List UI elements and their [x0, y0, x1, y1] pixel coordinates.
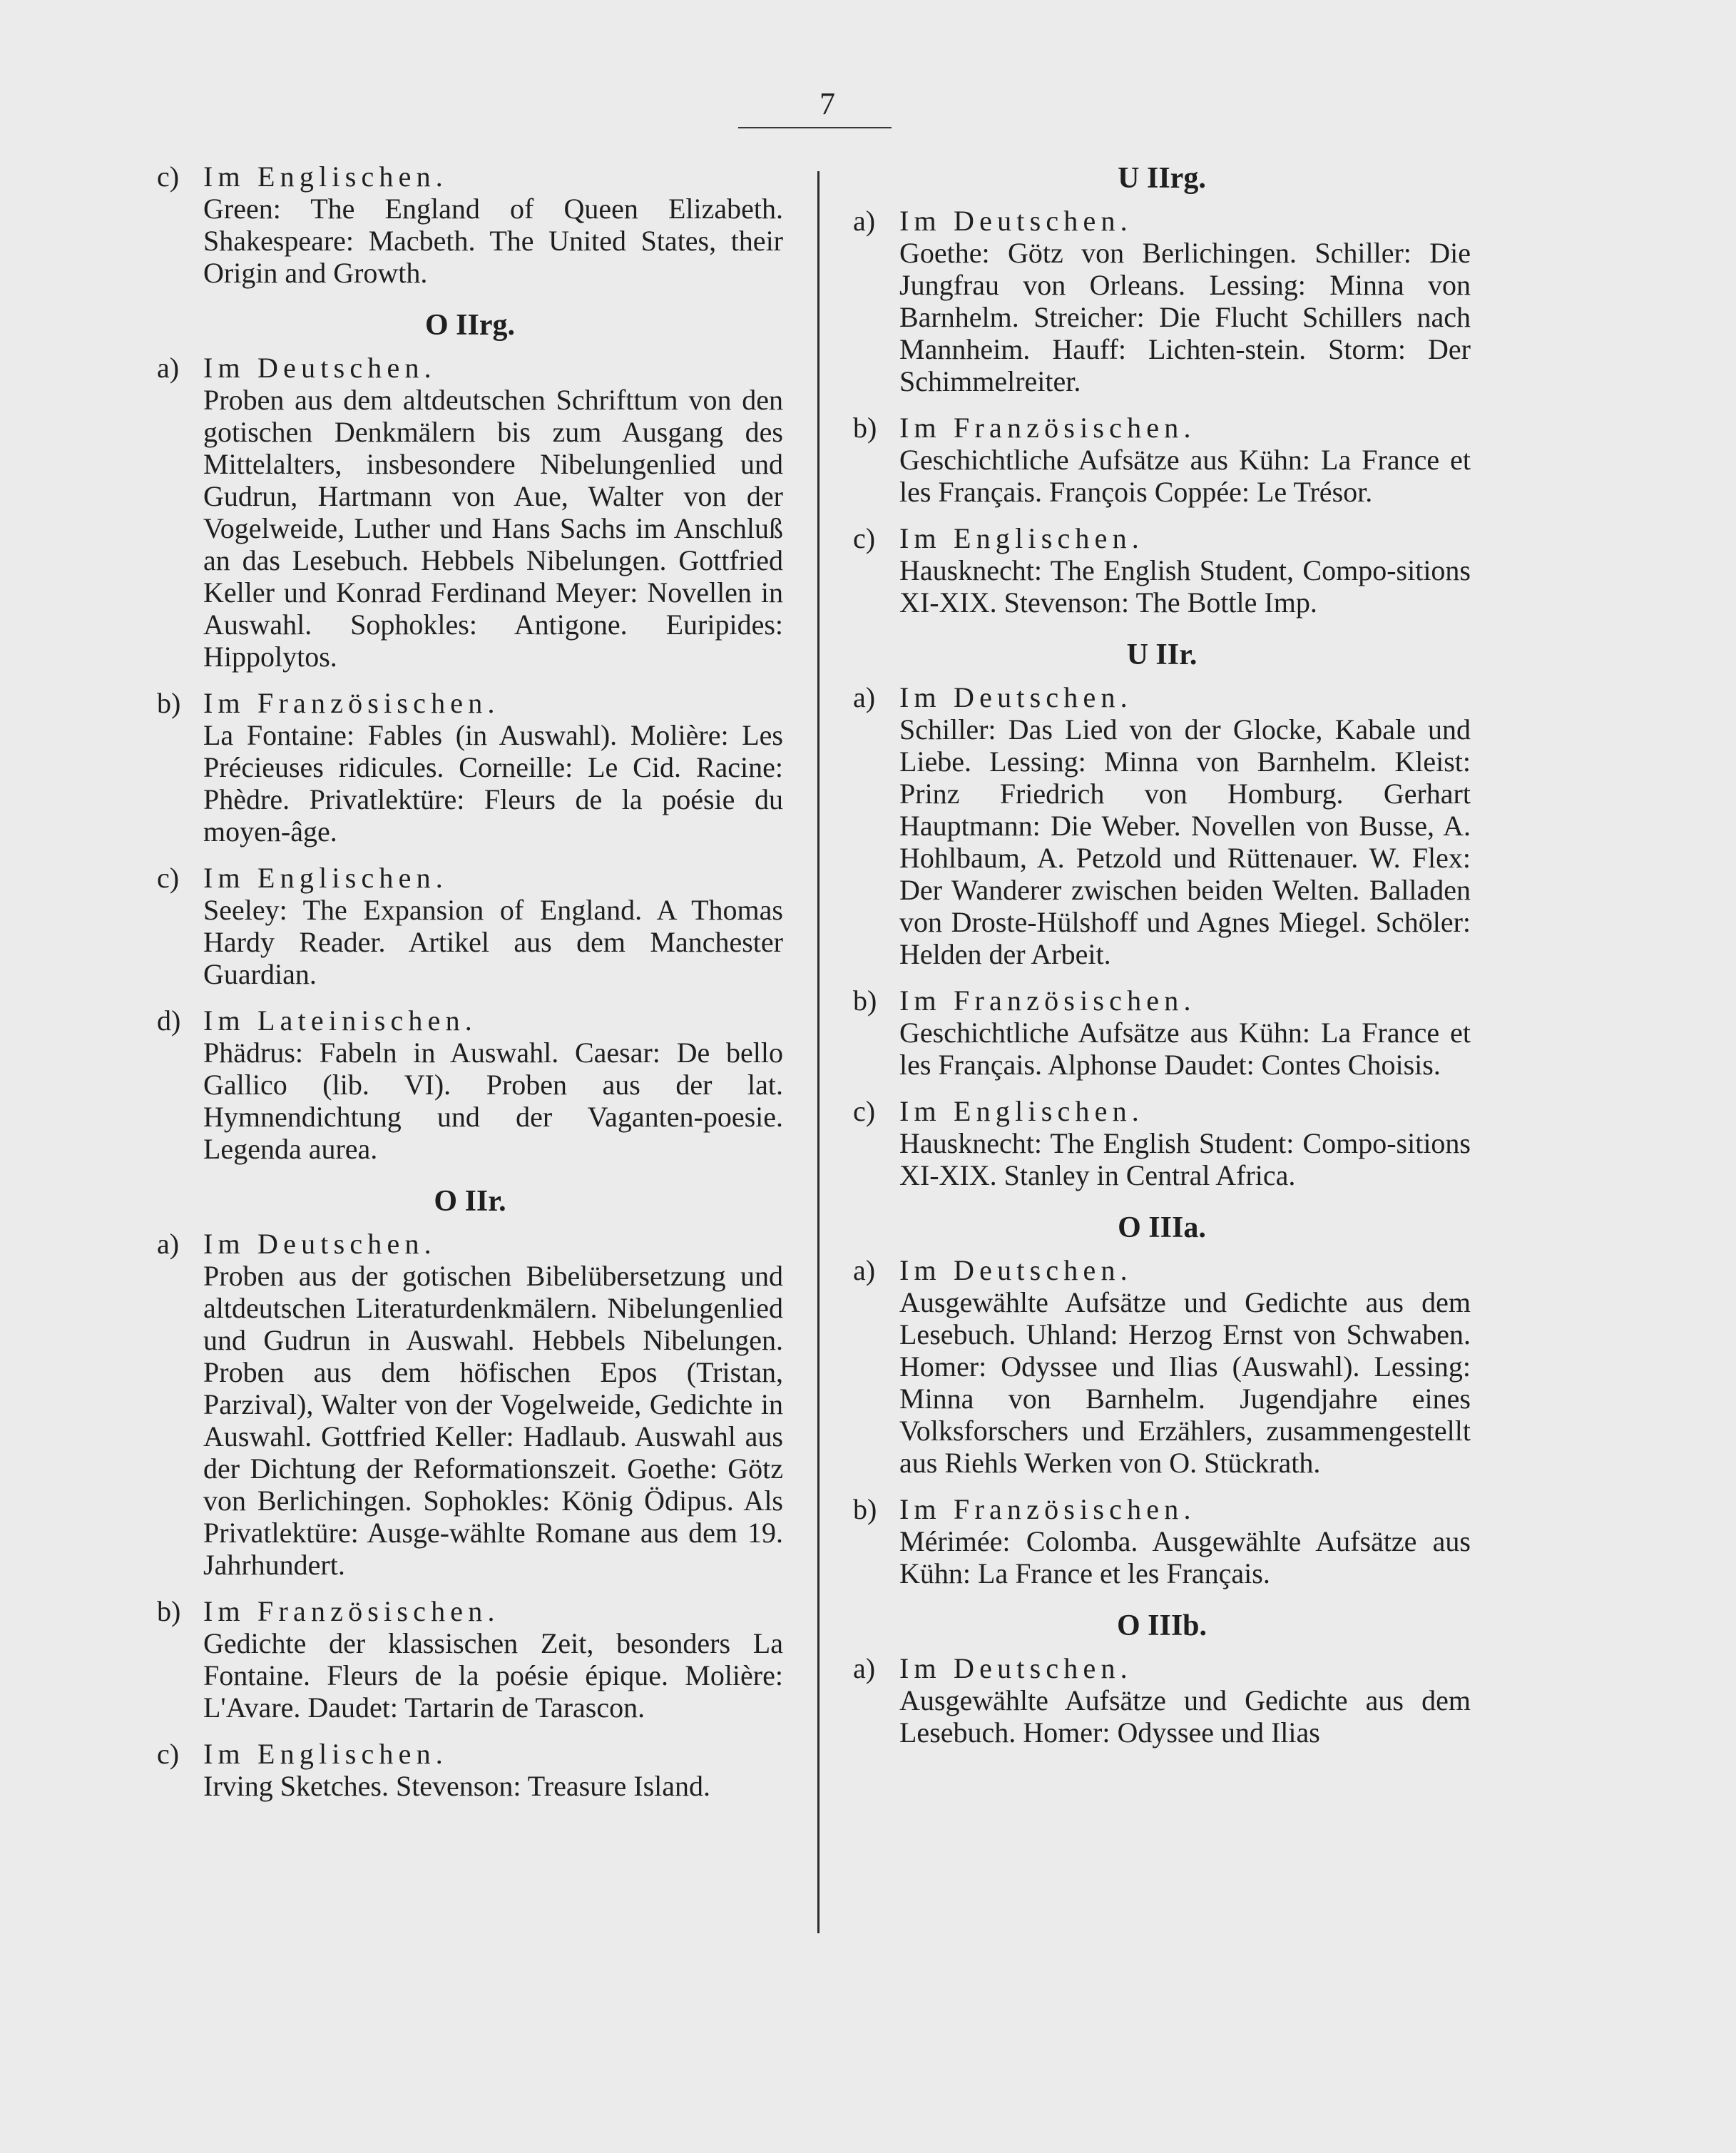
entry-text: Hausknecht: The English Student: Compo-sitions XI-XIX. Stanley in Central Africa. — [899, 1127, 1471, 1191]
entry-text: Proben aus der gotischen Bibelübersetzung und altdeutschen Literaturdenkmälern. Nibelungenlied und Gudrun in Auswahl. Hebbels Nibelungen. Proben aus dem höfischen Epos (Tristan, Parzival), Walter von der Vogelweide, Gedichte in Auswahl. Gottfried Keller: Hadlaub. Auswahl aus der Dichtung der Reformationszeit. Goethe: Götz von Berlichingen. Sophokles: König Ödipus. Als Privatlektüre: Ausge-wählte Romane aus dem 19. Jahrhundert. — [203, 1260, 783, 1581]
entry-marker: c) — [853, 1095, 876, 1127]
entry-language: Im Deutschen. — [203, 1228, 436, 1260]
entry-text: Phädrus: Fabeln in Auswahl. Caesar: De bello Gallico (lib. VI). Proben aus der lat. Hymnendichtung und der Vaganten-poesie. Legenda aurea. — [203, 1037, 783, 1165]
reading-entry — [157, 862, 783, 990]
entry-marker: d) — [157, 1004, 181, 1037]
entry-marker: a) — [157, 1228, 180, 1260]
right-column — [853, 161, 1471, 1763]
left-column — [157, 161, 783, 1816]
entry-language: Im Englischen. — [203, 161, 448, 193]
reading-entry — [157, 1595, 783, 1724]
entry-text: Green: The England of Queen Elizabeth. Shakespeare: Macbeth. The United States, their Origin and Growth. — [203, 193, 783, 289]
reading-entry — [853, 984, 1471, 1081]
reading-entry — [853, 205, 1471, 397]
section-heading: O IIIa. — [1118, 1211, 1206, 1244]
entry-marker: b) — [853, 412, 877, 444]
entry-language: Im Deutschen. — [899, 681, 1133, 713]
entry-text: La Fontaine: Fables (in Auswahl). Molière: Les Précieuses ridicules. Corneille: Le Cid. Racine: Phèdre. Privatlektüre: Fleurs de la poésie du moyen-âge. — [203, 719, 783, 848]
reading-entry — [157, 687, 783, 848]
page-number-rule — [738, 127, 892, 128]
entry-marker: a) — [853, 205, 876, 237]
section-heading: U IIr. — [1126, 638, 1198, 671]
section-heading: U IIrg. — [1118, 162, 1206, 195]
reading-entry — [157, 1004, 783, 1165]
entry-language: Im Französischen. — [899, 984, 1196, 1017]
entry-text: Geschichtliche Aufsätze aus Kühn: La France et les Français. François Coppée: Le Trésor. — [899, 444, 1471, 508]
entry-text: Gedichte der klassischen Zeit, besonders La Fontaine. Fleurs de la poésie épique. Molière: L'Avare. Daudet: Tartarin de Tarascon. — [203, 1627, 783, 1724]
entry-language: Im Englischen. — [203, 1738, 448, 1770]
entry-marker: a) — [157, 352, 180, 384]
section-heading: O IIIb. — [1116, 1609, 1207, 1642]
entry-marker: c) — [157, 1738, 180, 1770]
entry-language: Im Deutschen. — [899, 1254, 1133, 1286]
reading-entry — [853, 681, 1471, 970]
entry-language: Im Französischen. — [203, 687, 500, 719]
entry-text: Schiller: Das Lied von der Glocke, Kabale und Liebe. Lessing: Minna von Barnhelm. Kleist: Prinz Friedrich von Homburg. Gerhart Hauptmann: Die Weber. Novellen von Busse, A. Hohlbaum, A. Petzold und Rüttenauer. W. Flex: Der Wanderer zwischen beiden Welten. Balladen von Droste-Hülshoff und Agnes Miegel. Schöler: Helden der Arbeit. — [899, 713, 1471, 970]
entry-language: Im Englischen. — [899, 522, 1144, 554]
entry-marker: c) — [157, 161, 180, 193]
reading-entry — [157, 1228, 783, 1581]
entry-marker: a) — [853, 681, 876, 713]
entry-language: Im Französischen. — [899, 412, 1196, 444]
reading-entry — [853, 522, 1471, 619]
entry-marker: b) — [157, 687, 181, 719]
reading-entry — [157, 1738, 783, 1802]
entry-text: Ausgewählte Aufsätze und Gedichte aus dem Lesebuch. Homer: Odyssee und Ilias — [899, 1684, 1471, 1749]
reading-entry — [853, 1493, 1471, 1589]
entry-text: Irving Sketches. Stevenson: Treasure Island. — [203, 1770, 711, 1802]
entry-text: Mérimée: Colomba. Ausgewählte Aufsätze aus Kühn: La France et les Français. — [899, 1525, 1471, 1589]
section-heading: O IIrg. — [425, 309, 515, 342]
entry-text: Seeley: The Expansion of England. A Thomas Hardy Reader. Artikel aus dem Manchester Guardian. — [203, 894, 783, 990]
reading-entry — [853, 1652, 1471, 1749]
reading-entry — [157, 352, 783, 673]
reading-entry — [853, 1095, 1471, 1191]
column-divider — [817, 171, 820, 1933]
entry-marker: a) — [853, 1652, 876, 1684]
entry-text: Proben aus dem altdeutschen Schrifttum von den gotischen Denkmälern bis zum Ausgang des Mittelalters, insbesondere Nibelungenlied und Gudrun, Hartmann von Aue, Walter von der Vogelweide, Luther und Hans Sachs im Anschluß an das Lesebuch. Hebbels Nibelungen. Gottfried Keller und Konrad Ferdinand Meyer: Novellen in Auswahl. Sophokles: Antigone. Euripides: Hippolytos. — [203, 384, 783, 673]
entry-language: Im Lateinischen. — [203, 1004, 477, 1037]
entry-language: Im Englischen. — [899, 1095, 1144, 1127]
entry-language: Im Deutschen. — [203, 352, 436, 384]
reading-entry — [157, 161, 783, 289]
entry-language: Im Deutschen. — [899, 205, 1133, 237]
entry-language: Im Deutschen. — [899, 1652, 1133, 1684]
entry-marker: b) — [157, 1595, 181, 1627]
entry-marker: a) — [853, 1254, 876, 1286]
entry-text: Goethe: Götz von Berlichingen. Schiller: Die Jungfrau von Orleans. Lessing: Minna von Barnhelm. Streicher: Die Flucht Schillers nach Mannheim. Hauff: Lichten-stein. Storm: Der Schimmelreiter. — [899, 237, 1471, 397]
page-number: 7 — [820, 86, 835, 121]
reading-entry — [853, 412, 1471, 508]
entry-language: Im Französischen. — [899, 1493, 1196, 1525]
entry-language: Im Englischen. — [203, 862, 448, 894]
section-heading: O IIr. — [434, 1185, 506, 1218]
entry-marker: b) — [853, 1493, 877, 1525]
entry-text: Hausknecht: The English Student, Compo-sitions XI-XIX. Stevenson: The Bottle Imp. — [899, 554, 1471, 619]
entry-text: Geschichtliche Aufsätze aus Kühn: La France et les Français. Alphonse Daudet: Contes Choisis. — [899, 1017, 1471, 1081]
entry-language: Im Französischen. — [203, 1595, 500, 1627]
entry-marker: b) — [853, 984, 877, 1017]
entry-marker: c) — [157, 862, 180, 894]
entry-marker: c) — [853, 522, 876, 554]
reading-entry — [853, 1254, 1471, 1479]
entry-text: Ausgewählte Aufsätze und Gedichte aus dem Lesebuch. Uhland: Herzog Ernst von Schwaben. Homer: Odyssee und Ilias (Auswahl). Lessing: Minna von Barnhelm. Jugendjahre eines Volksforschers und Erzählers, zusammengestellt aus Riehls Werken von O. Stückrath. — [899, 1286, 1471, 1479]
